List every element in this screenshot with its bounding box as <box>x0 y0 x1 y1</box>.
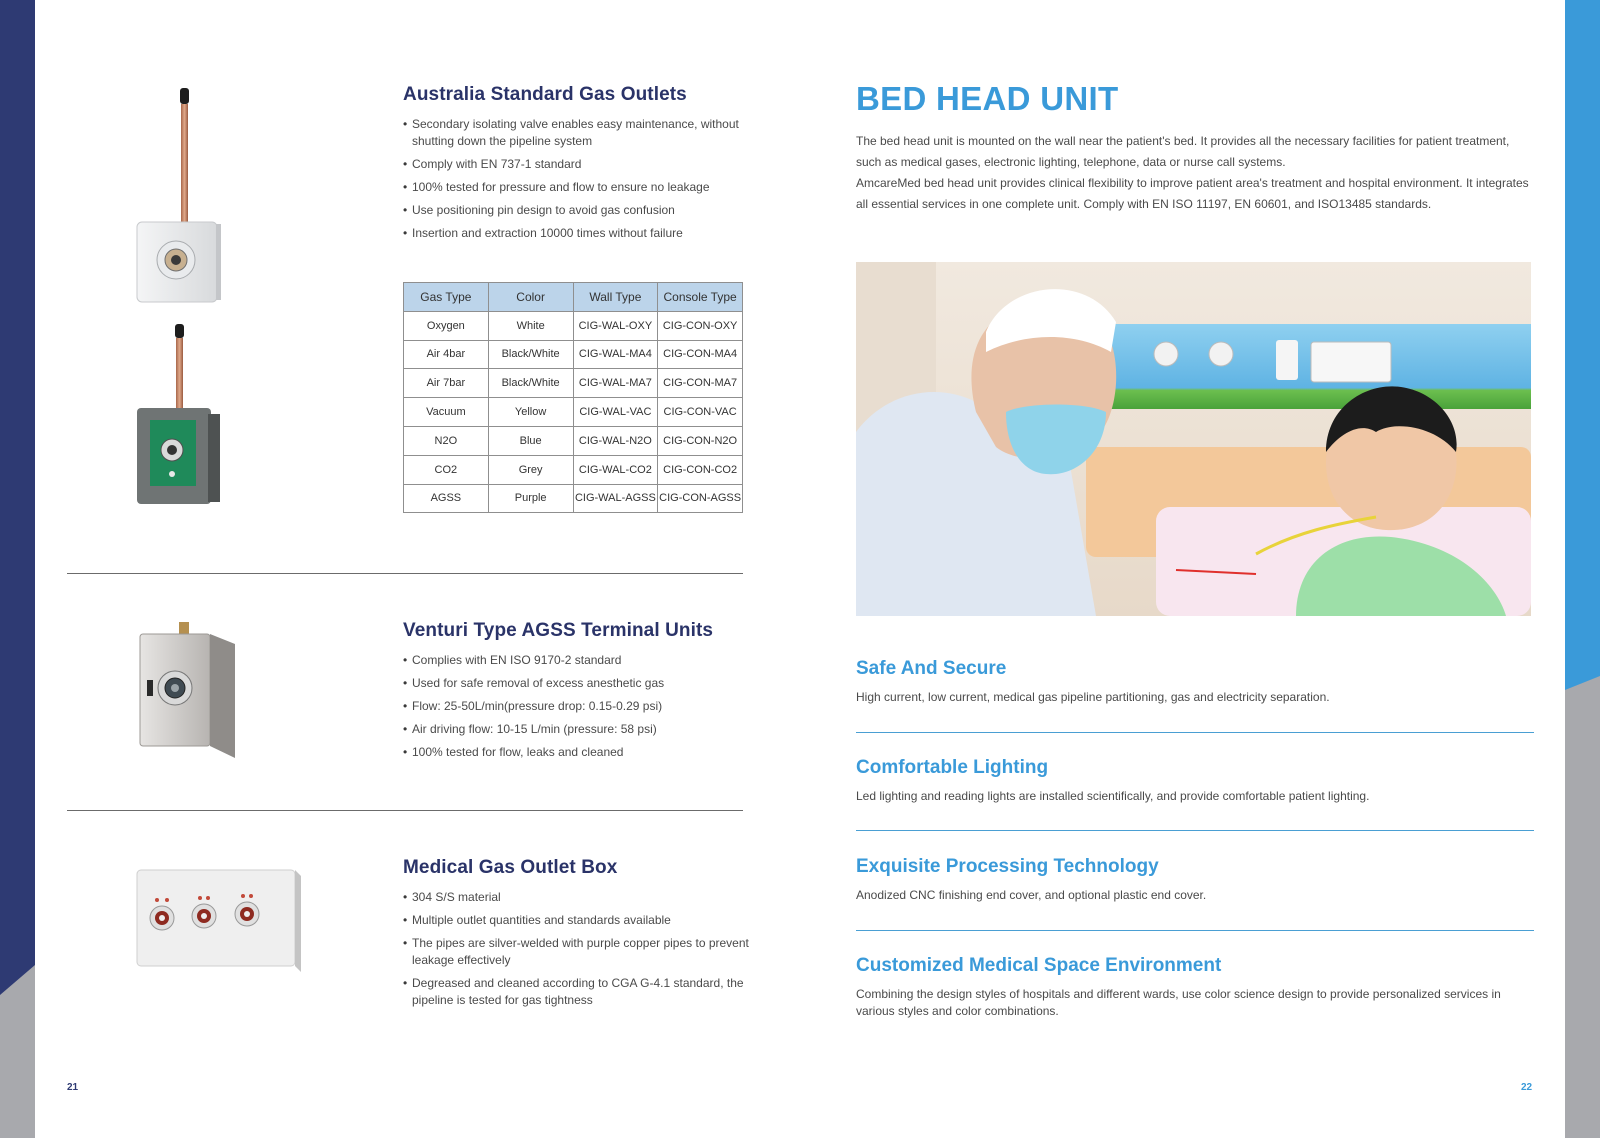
table-header-row <box>404 283 743 312</box>
page-number-right: 22 <box>1521 1082 1533 1093</box>
list-item: • Comply with EN 737-1 standard <box>403 156 748 173</box>
list-item: • Use positioning pin design to avoid gas confusion <box>403 202 748 219</box>
table-cell: Black/White <box>488 340 573 369</box>
table-row <box>404 426 743 455</box>
table-cell: N2O <box>404 426 489 455</box>
feature-text: High current, low current, medical gas pipeline partitioning, gas and electricity separation. <box>856 690 1330 704</box>
feature-block <box>856 757 1536 805</box>
page-number-left: 21 <box>67 1082 79 1093</box>
table-cell: CIG-CON-AGSS <box>658 484 743 513</box>
feature-title: Safe And Secure <box>856 658 1007 679</box>
table-row <box>404 340 743 369</box>
table-row <box>404 455 743 484</box>
feature-divider <box>856 930 1534 931</box>
table-cell: CIG-CON-OXY <box>658 311 743 340</box>
intro-paragraph: AmcareMed bed head unit provides clinical flexibility to improve patient area's treatment and hospital environment. It integrates all essential services in one complete unit. Comply with EN ISO 11197, EN 60601, and ISO13485 standards. <box>856 176 1529 211</box>
feature-block <box>856 955 1536 1020</box>
table-cell: Purple <box>488 484 573 513</box>
table-cell: Yellow <box>488 398 573 427</box>
intro-text <box>856 131 1536 215</box>
table-cell: CIG-WAL-VAC <box>573 398 658 427</box>
table-cell: CIG-CON-VAC <box>658 398 743 427</box>
table-cell: CIG-WAL-OXY <box>573 311 658 340</box>
table-cell: Vacuum <box>404 398 489 427</box>
page-title: BED HEAD UNIT <box>856 80 1119 117</box>
list-item: • Used for safe removal of excess anesthetic gas <box>403 675 748 692</box>
gas-outlet-white-image <box>132 84 232 309</box>
outlet-box-image <box>135 860 305 975</box>
list-item: • Multiple outlet quantities and standards available <box>403 912 753 929</box>
gas-type-table <box>403 282 743 513</box>
table-cell: CIG-WAL-AGSS <box>573 484 658 513</box>
section-title: Australia Standard Gas Outlets <box>403 84 687 105</box>
table-row <box>404 311 743 340</box>
table-cell: CIG-WAL-N2O <box>573 426 658 455</box>
table-cell: CIG-CON-N2O <box>658 426 743 455</box>
gas-outlet-green-image <box>132 322 232 512</box>
feature-text: Anodized CNC finishing end cover, and optional plastic end cover. <box>856 888 1207 902</box>
feature-divider <box>856 830 1534 831</box>
feature-list <box>403 652 748 761</box>
section-agss-units <box>403 620 748 767</box>
intro-paragraph: The bed head unit is mounted on the wall near the patient's bed. It provides all the necessary facilities for patient treatment, such as medical gases, electronic lighting, telephone, data or nurse call systems. <box>856 134 1510 169</box>
feature-list <box>403 116 748 242</box>
table-row <box>404 398 743 427</box>
table-cell: Air 7bar <box>404 369 489 398</box>
table-header-cell: Gas Type <box>404 283 489 312</box>
feature-title: Comfortable Lighting <box>856 757 1049 778</box>
list-item: • The pipes are silver-welded with purple copper pipes to prevent leakage effectively <box>403 935 753 969</box>
table-row <box>404 369 743 398</box>
table-header-cell: Console Type <box>658 283 743 312</box>
list-item: • Secondary isolating valve enables easy maintenance, without shutting down the pipeline system <box>403 116 748 150</box>
list-item: • Flow: 25-50L/min(pressure drop: 0.15-0.29 psi) <box>403 698 748 715</box>
feature-title: Exquisite Processing Technology <box>856 856 1159 877</box>
table-cell: CIG-CON-MA7 <box>658 369 743 398</box>
section-divider <box>67 810 743 811</box>
table-cell: AGSS <box>404 484 489 513</box>
table-cell: CO2 <box>404 455 489 484</box>
right-edge-decoration <box>1565 0 1600 1138</box>
list-item: • 100% tested for pressure and flow to ensure no leakage <box>403 179 748 196</box>
feature-text: Combining the design styles of hospitals and different wards, use color science design to provide personalized services in various styles and color combinations. <box>856 987 1501 1018</box>
section-gas-outlets <box>403 84 748 248</box>
table-cell: CIG-CON-CO2 <box>658 455 743 484</box>
table-cell: CIG-CON-MA4 <box>658 340 743 369</box>
list-item: • 100% tested for flow, leaks and cleaned <box>403 744 748 761</box>
table-cell: Black/White <box>488 369 573 398</box>
nurse-and-child-photo <box>856 262 1531 616</box>
table-cell: CIG-WAL-MA4 <box>573 340 658 369</box>
left-edge-decoration <box>0 0 35 1138</box>
list-item: • Air driving flow: 10-15 L/min (pressure: 58 psi) <box>403 721 748 738</box>
list-item: • Insertion and extraction 10000 times without failure <box>403 225 748 242</box>
main-heading-block <box>856 80 1536 118</box>
feature-text: Led lighting and reading lights are installed scientifically, and provide comfortable patient lighting. <box>856 789 1370 803</box>
feature-block <box>856 856 1536 904</box>
table-cell: Oxygen <box>404 311 489 340</box>
table-cell: Grey <box>488 455 573 484</box>
table-header-cell: Color <box>488 283 573 312</box>
list-item: • Degreased and cleaned according to CGA G-4.1 standard, the pipeline is tested for gas tightness <box>403 975 753 1009</box>
section-divider <box>67 573 743 574</box>
table-cell: CIG-WAL-MA7 <box>573 369 658 398</box>
table-cell: Air 4bar <box>404 340 489 369</box>
section-title: Medical Gas Outlet Box <box>403 857 618 878</box>
table-cell: White <box>488 311 573 340</box>
list-item: • Complies with EN ISO 9170-2 standard <box>403 652 748 669</box>
table-header-cell: Wall Type <box>573 283 658 312</box>
feature-title: Customized Medical Space Environment <box>856 955 1222 976</box>
list-item: • 304 S/S material <box>403 889 753 906</box>
table-cell: Blue <box>488 426 573 455</box>
table-cell: CIG-WAL-CO2 <box>573 455 658 484</box>
table-row <box>404 484 743 513</box>
section-outlet-box <box>403 857 753 1015</box>
feature-block <box>856 658 1536 706</box>
feature-list <box>403 889 753 1009</box>
feature-divider <box>856 732 1534 733</box>
agss-terminal-image <box>135 622 245 762</box>
section-title: Venturi Type AGSS Terminal Units <box>403 620 714 641</box>
